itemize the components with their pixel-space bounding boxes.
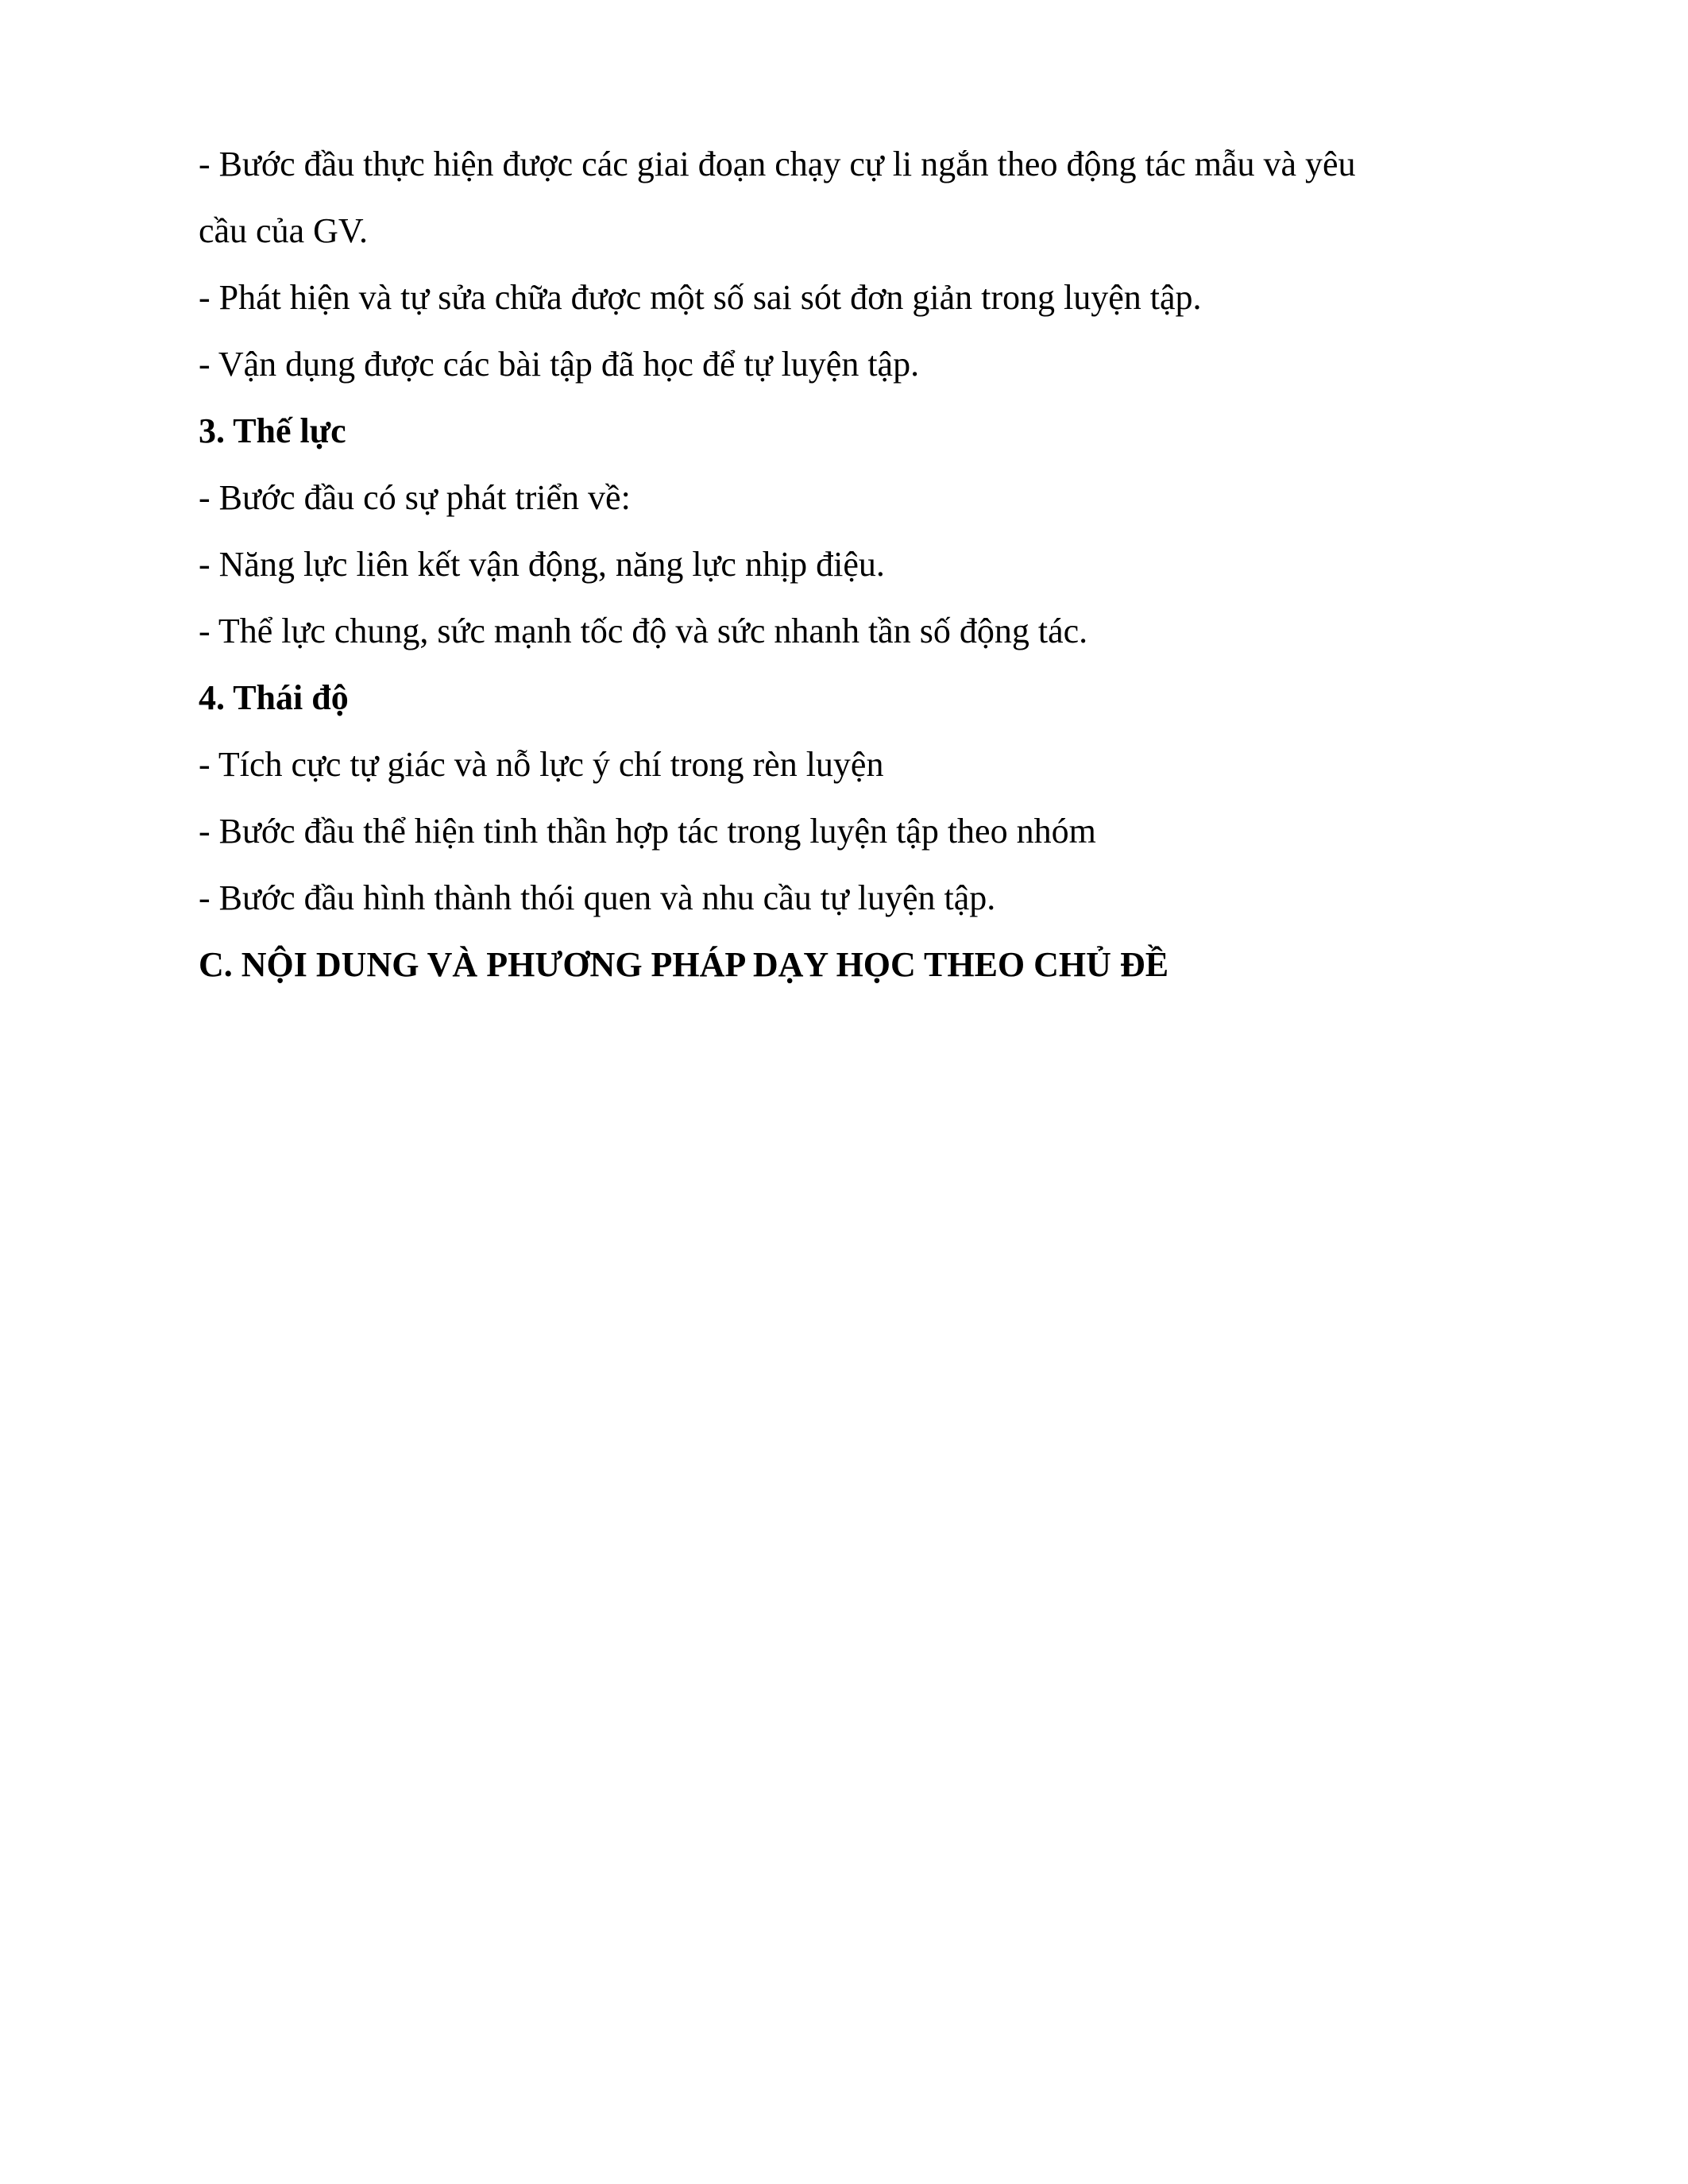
document-page [199, 131, 1501, 998]
section-heading-the-luc: 3. Thế lực [199, 411, 346, 450]
list-item: - Năng lực liên kết vận động, năng lực nhịp điệu. [199, 545, 885, 584]
text-line: cầu của GV. [199, 211, 368, 250]
list-item: - Bước đầu thể hiện tinh thần hợp tác trong luyện tập theo nhóm [199, 812, 1096, 851]
list-item: - Tích cực tự giác và nỗ lực ý chí trong rèn luyện [199, 745, 884, 784]
text-line: - Phát hiện và tự sửa chữa được một số sai sót đơn giản trong luyện tập. [199, 278, 1202, 317]
list-item: - Bước đầu có sự phát triển về: [199, 478, 631, 517]
section-heading-noi-dung: C. NỘI DUNG VÀ PHƯƠNG PHÁP DẠY HỌC THEO CHỦ ĐỀ [199, 945, 1169, 984]
list-item: - Bước đầu hình thành thói quen và nhu cầu tự luyện tập. [199, 878, 996, 917]
text-line: - Bước đầu thực hiện được các giai đoạn chạy cự li ngắn theo động tác mẫu và yêu [199, 145, 1356, 183]
section-heading-thai-do: 4. Thái độ [199, 678, 349, 717]
text-line: - Vận dụng được các bài tập đã học để tự luyện tập. [199, 345, 920, 384]
list-item: - Thể lực chung, sức mạnh tốc độ và sức nhanh tần số động tác. [199, 612, 1088, 650]
